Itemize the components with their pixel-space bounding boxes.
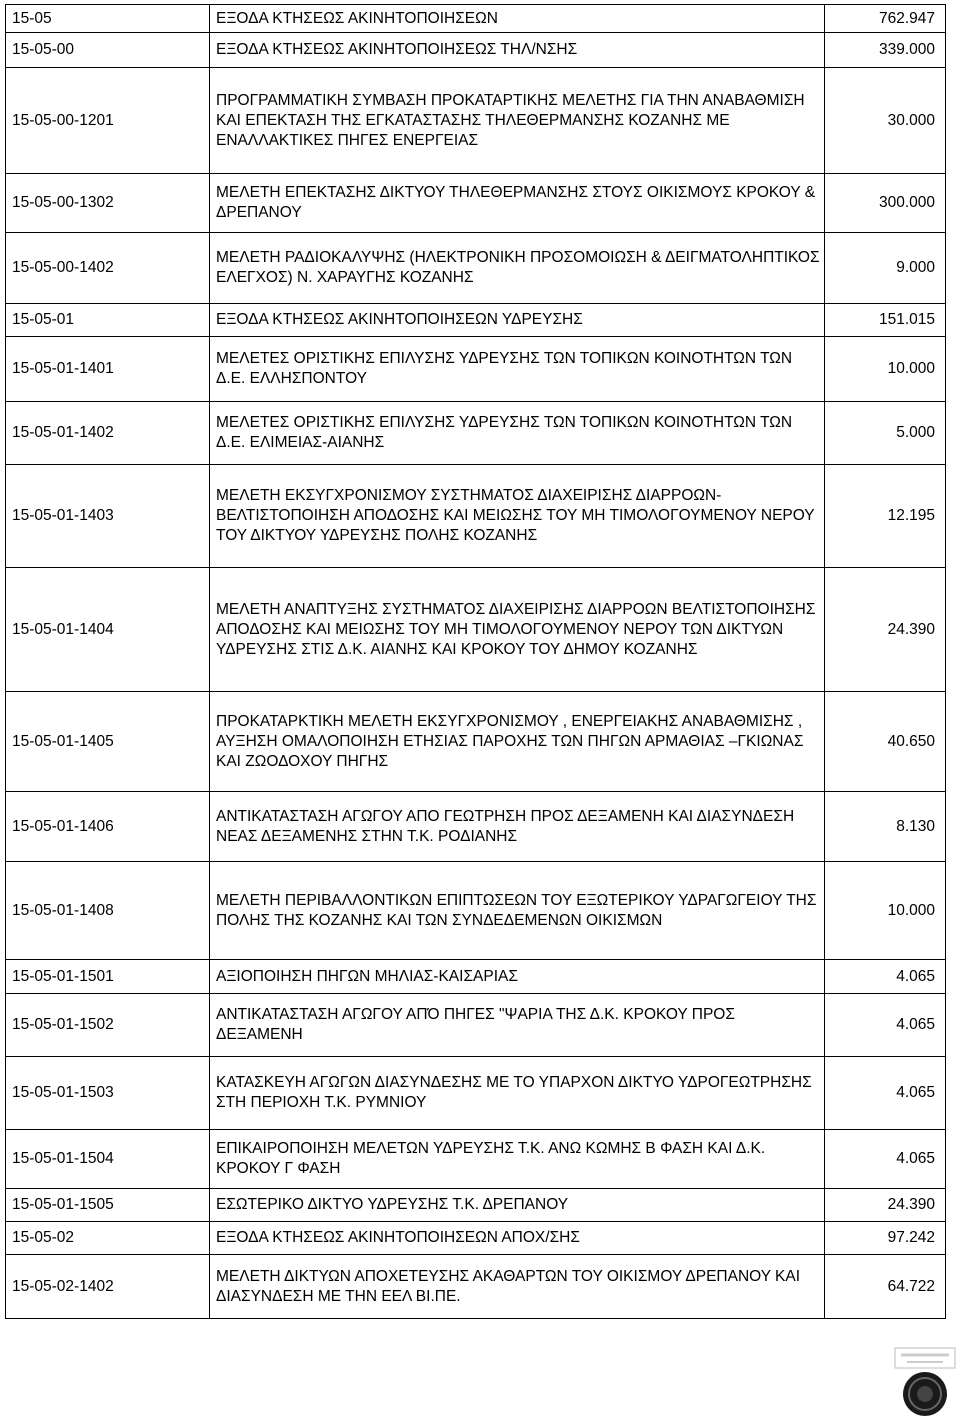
- row-amount: 97.242: [825, 1222, 946, 1255]
- row-code: 15-05-01-1504: [6, 1130, 210, 1189]
- row-description: ΑΞΙΟΠΟΙΗΣΗ ΠΗΓΩΝ ΜΗΛΙΑΣ-ΚΑΙΣΑΡΙΑΣ: [210, 960, 825, 994]
- row-description: ΜΕΛΕΤΗ ΔΙΚΤΥΩΝ ΑΠΟΧΕΤΕΥΣΗΣ ΑΚΑΘΑΡΤΩΝ ΤΟΥ ΟΙΚΙΣΜΟΥ ΔΡΕΠΑΝΟΥ ΚΑΙ ΔΙΑΣΥΝΔΕΣΗ ΜΕ ΤΗΝ ΕΕΛ ΒΙ.ΠΕ.: [210, 1255, 825, 1319]
- row-description: ΜΕΛΕΤΕΣ ΟΡΙΣΤΙΚΗΣ ΕΠΙΛΥΣΗΣ ΥΔΡΕΥΣΗΣ ΤΩΝ ΤΟΠΙΚΩΝ ΚΟΙΝΟΤΗΤΩΝ ΤΩΝ Δ.Ε. ΕΛΙΜΕΙΑΣ-ΑΙΑΝΗΣ: [210, 402, 825, 465]
- table-row: [6, 692, 946, 792]
- row-description: ΚΑΤΑΣΚΕΥΗ ΑΓΩΓΩΝ ΔΙΑΣΥΝΔΕΣΗΣ ΜΕ ΤΟ ΥΠΑΡΧΟΝ ΔΙΚΤΥΟ ΥΔΡΟΓΕΩΤΡΗΣΗΣ ΣΤΗ ΠΕΡΙΟΧΗ Τ.Κ. ΡΥΜΝΙΟΥ: [210, 1057, 825, 1130]
- row-amount: 30.000: [825, 68, 946, 174]
- table-row: [6, 1189, 946, 1222]
- row-code: 15-05-01-1405: [6, 692, 210, 792]
- row-code: 15-05-01-1501: [6, 960, 210, 994]
- table-row: [6, 5, 946, 33]
- row-code: 15-05-01-1503: [6, 1057, 210, 1130]
- row-amount: 10.000: [825, 862, 946, 960]
- row-description: ΕΣΩΤΕΡΙΚΟ ΔΙΚΤΥΟ ΥΔΡΕΥΣΗΣ Τ.Κ. ΔΡΕΠΑΝΟΥ: [210, 1189, 825, 1222]
- row-description: ΜΕΛΕΤΗ ΠΕΡΙΒΑΛΛΟΝΤΙΚΩΝ ΕΠΙΠΤΩΣΕΩΝ ΤΟΥ ΕΞΩΤΕΡΙΚΟΥ ΥΔΡΑΓΩΓΕΙΟΥ ΤΗΣ ΠΟΛΗΣ ΤΗΣ ΚΟΖΑΝΗΣ ΚΑΙ ΤΩΝ ΣΥΝΔΕΔΕΜΕΝΩΝ ΟΙΚΙΣΜΩΝ: [210, 862, 825, 960]
- row-amount: 8.130: [825, 792, 946, 862]
- row-amount: 10.000: [825, 337, 946, 402]
- row-description: ΜΕΛΕΤΗ ΡΑΔΙΟΚΑΛΥΨΗΣ (ΗΛΕΚΤΡΟΝΙΚΗ ΠΡΟΣΟΜΟΙΩΣΗ & ΔΕΙΓΜΑΤΟΛΗΠΤΙΚΟΣ ΕΛΕΓΧΟΣ) Ν. ΧΑΡΑΥΓΗΣ ΚΟΖΑΝΗΣ: [210, 233, 825, 304]
- table-row: [6, 792, 946, 862]
- row-code: 15-05-01-1402: [6, 402, 210, 465]
- row-amount: 4.065: [825, 994, 946, 1057]
- row-code: 15-05-01-1408: [6, 862, 210, 960]
- row-description: ΠΡΟΚΑΤΑΡΚΤΙΚΗ ΜΕΛΕΤΗ ΕΚΣΥΓΧΡΟΝΙΣΜΟΥ , ΕΝΕΡΓΕΙΑΚΗΣ ΑΝΑΒΑΘΜΙΣΗΣ , ΑΥΞΗΣΗ ΟΜΑΛΟΠΟΙΗΣΗ ΕΤΗΣΙΑΣ ΠΑΡΟΧΗΣ ΤΩΝ ΠΗΓΩΝ ΑΡΜΑΘΙΑΣ –ΓΚΙΩΝΑΣ ΚΑΙ ΖΩΟΔΟΧΟΥ ΠΗΓΗΣ: [210, 692, 825, 792]
- table-row: [6, 994, 946, 1057]
- row-amount: 12.195: [825, 465, 946, 568]
- table-row: [6, 1255, 946, 1319]
- table-row: [6, 304, 946, 337]
- row-description: ΕΞΟΔΑ ΚΤΗΣΕΩΣ ΑΚΙΝΗΤΟΠΟΙΗΣΕΩΝ: [210, 5, 825, 33]
- row-description: ΕΞΟΔΑ ΚΤΗΣΕΩΣ ΑΚΙΝΗΤΟΠΟΙΗΣΕΩΣ ΤΗΛ/ΝΣΗΣ: [210, 33, 825, 68]
- table-row: [6, 1222, 946, 1255]
- row-amount: 40.650: [825, 692, 946, 792]
- row-description: ΑΝΤΙΚΑΤΑΣΤΑΣΗ ΑΓΩΓΟΥ ΑΠΌ ΠΗΓΕΣ "ΨΑΡΙΑ ΤΗΣ Δ.Κ. ΚΡΟΚΟΥ ΠΡΟΣ ΔΕΞΑΜΕΝΗ: [210, 994, 825, 1057]
- row-code: 15-05: [6, 5, 210, 33]
- row-amount: 9.000: [825, 233, 946, 304]
- table-row: [6, 68, 946, 174]
- table-row: [6, 862, 946, 960]
- row-amount: 300.000: [825, 174, 946, 233]
- row-code: 15-05-01-1403: [6, 465, 210, 568]
- table-row: [6, 1130, 946, 1189]
- row-code: 15-05-02-1402: [6, 1255, 210, 1319]
- row-amount: 4.065: [825, 960, 946, 994]
- row-code: 15-05-00-1402: [6, 233, 210, 304]
- row-amount: 4.065: [825, 1130, 946, 1189]
- row-code: 15-05-01-1401: [6, 337, 210, 402]
- row-code: 15-05-01: [6, 304, 210, 337]
- table-row: [6, 233, 946, 304]
- row-code: 15-05-00: [6, 33, 210, 68]
- row-description: ΜΕΛΕΤΗ ΑΝΑΠΤΥΞΗΣ ΣΥΣΤΗΜΑΤΟΣ ΔΙΑΧΕΙΡΙΣΗΣ ΔΙΑΡΡΟΩΝ ΒΕΛΤΙΣΤΟΠΟΙΗΣΗΣ ΑΠΟΔΟΣΗΣ ΚΑΙ ΜΕΙΩΣΗΣ ΤΟΥ ΜΗ ΤΙΜΟΛΟΓΟΥΜΕΝΟΥ ΝΕΡΟΥ ΤΩΝ ΔΙΚΤΥΩΝ ΥΔΡΕΥΣΗΣ ΣΤΙΣ Δ.Κ. ΑΙΑΝΗΣ ΚΑΙ ΚΡΟΚΟΥ ΤΟΥ ΔΗΜΟΥ ΚΟΖΑΝΗΣ: [210, 568, 825, 692]
- row-description: ΠΡΟΓΡΑΜΜΑΤΙΚΗ ΣΥΜΒΑΣΗ ΠΡΟΚΑΤΑΡΤΙΚΗΣ ΜΕΛΕΤΗΣ ΓΙΑ ΤΗΝ ΑΝΑΒΑΘΜΙΣΗ ΚΑΙ ΕΠΕΚΤΑΣΗ ΤΗΣ ΕΓΚΑΤΑΣΤΑΣΗΣ ΤΗΛΕΘΕΡΜΑΝΣΗΣ ΚΟΖΑΝΗΣ ΜΕ ΕΝΑΛΛΑΚΤΙΚΕΣ ΠΗΓΕΣ ΕΝΕΡΓΕΙΑΣ: [210, 68, 825, 174]
- row-description: ΑΝΤΙΚΑΤΑΣΤΑΣΗ ΑΓΩΓΟΥ ΑΠΟ ΓΕΩΤΡΗΣΗ ΠΡΟΣ ΔΕΞΑΜΕΝΗ ΚΑΙ ΔΙΑΣΥΝΔΕΣΗ ΝΕΑΣ ΔΕΞΑΜΕΝΗΣ ΣΤΗΝ Τ.Κ. ΡΟΔΙΑΝΗΣ: [210, 792, 825, 862]
- table-row: [6, 174, 946, 233]
- row-amount: 762.947: [825, 5, 946, 33]
- table-row: [6, 1057, 946, 1130]
- row-amount: 151.015: [825, 304, 946, 337]
- row-code: 15-05-00-1201: [6, 68, 210, 174]
- row-description: ΜΕΛΕΤΗ ΕΚΣΥΓΧΡΟΝΙΣΜΟΥ ΣΥΣΤΗΜΑΤΟΣ ΔΙΑΧΕΙΡΙΣΗΣ ΔΙΑΡΡΟΩΝ-ΒΕΛΤΙΣΤΟΠΟΙΗΣΗ ΑΠΟΔΟΣΗΣ ΚΑΙ ΜΕΙΩΣΗΣ ΤΟΥ ΜΗ ΤΙΜΟΛΟΓΟΥΜΕΝΟΥ ΝΕΡΟΥ ΤΟΥ ΔΙΚΤΥΟΥ ΥΔΡΕΥΣΗΣ ΠΟΛΗΣ ΚΟΖΑΝΗΣ: [210, 465, 825, 568]
- row-code: 15-05-01-1406: [6, 792, 210, 862]
- row-amount: 24.390: [825, 1189, 946, 1222]
- table-row: [6, 402, 946, 465]
- row-code: 15-05-02: [6, 1222, 210, 1255]
- table-row: [6, 465, 946, 568]
- row-description: ΜΕΛΕΤΕΣ ΟΡΙΣΤΙΚΗΣ ΕΠΙΛΥΣΗΣ ΥΔΡΕΥΣΗΣ ΤΩΝ ΤΟΠΙΚΩΝ ΚΟΙΝΟΤΗΤΩΝ ΤΩΝ Δ.Ε. ΕΛΛΗΣΠΟΝΤΟΥ: [210, 337, 825, 402]
- row-amount: 5.000: [825, 402, 946, 465]
- row-description: ΜΕΛΕΤΗ ΕΠΕΚΤΑΣΗΣ ΔΙΚΤΥΟΥ ΤΗΛΕΘΕΡΜΑΝΣΗΣ ΣΤΟΥΣ ΟΙΚΙΣΜΟΥΣ ΚΡΟΚΟΥ & ΔΡΕΠΑΝΟΥ: [210, 174, 825, 233]
- table-row: [6, 33, 946, 68]
- row-amount: 64.722: [825, 1255, 946, 1319]
- row-code: 15-05-01-1502: [6, 994, 210, 1057]
- row-code: 15-05-01-1404: [6, 568, 210, 692]
- table-row: [6, 337, 946, 402]
- row-description: ΕΠΙΚΑΙΡΟΠΟΙΗΣΗ ΜΕΛΕΤΩΝ ΥΔΡΕΥΣΗΣ Τ.Κ. ΑΝΩ ΚΩΜΗΣ Β ΦΑΣΗ ΚΑΙ Δ.Κ. ΚΡΟΚΟΥ Γ ΦΑΣΗ: [210, 1130, 825, 1189]
- row-amount: 4.065: [825, 1057, 946, 1130]
- row-code: 15-05-00-1302: [6, 174, 210, 233]
- row-amount: 24.390: [825, 568, 946, 692]
- budget-table: [5, 4, 946, 1319]
- watermark-logo: [893, 1346, 957, 1420]
- row-description: ΕΞΟΔΑ ΚΤΗΣΕΩΣ ΑΚΙΝΗΤΟΠΟΙΗΣΕΩΝ ΥΔΡΕΥΣΗΣ: [210, 304, 825, 337]
- row-code: 15-05-01-1505: [6, 1189, 210, 1222]
- table-row: [6, 568, 946, 692]
- table-row: [6, 960, 946, 994]
- row-description: ΕΞΟΔΑ ΚΤΗΣΕΩΣ ΑΚΙΝΗΤΟΠΟΙΗΣΕΩΝ ΑΠΟΧ/ΣΗΣ: [210, 1222, 825, 1255]
- row-amount: 339.000: [825, 33, 946, 68]
